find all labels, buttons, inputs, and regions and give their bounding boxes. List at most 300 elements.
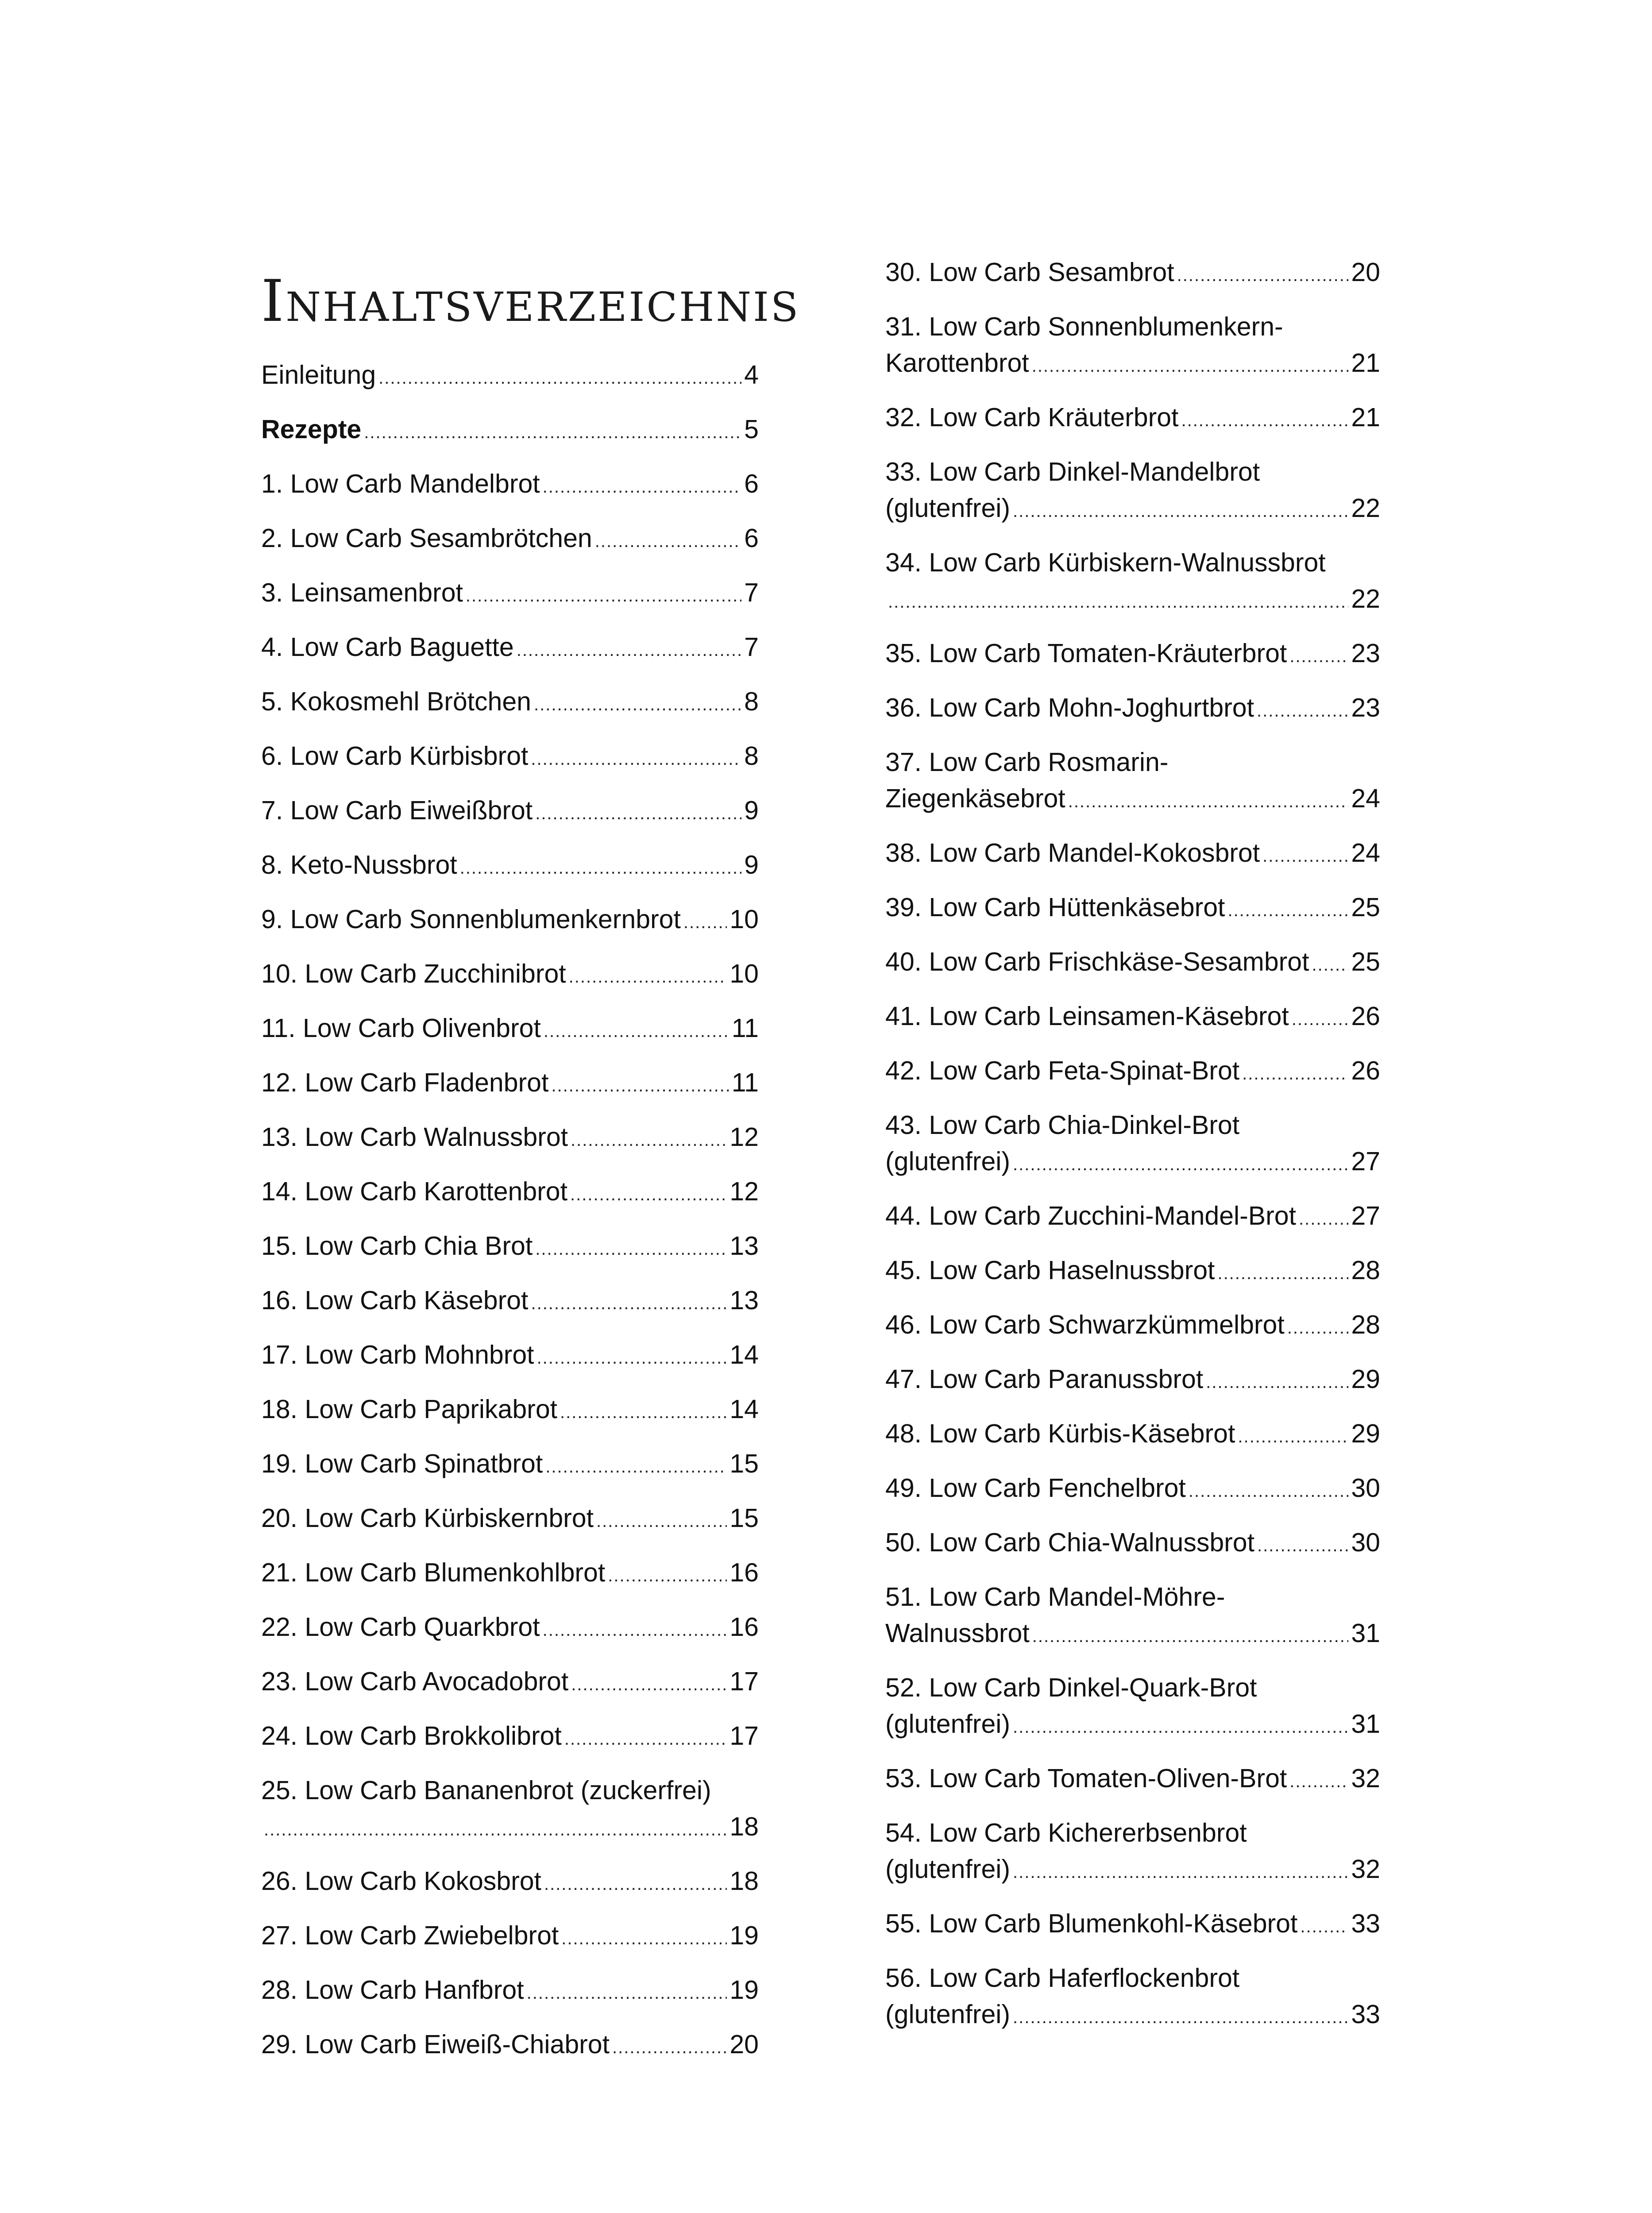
toc-entry-line [261, 956, 759, 992]
toc-entry-line [261, 1554, 759, 1591]
dot-leader [543, 469, 742, 505]
dot-leader [460, 850, 741, 886]
toc-entry[interactable] [885, 1470, 1380, 1506]
dot-leader [537, 1340, 727, 1376]
toc-page-number: 16 [730, 1558, 759, 1587]
toc-entry-line [885, 1905, 1380, 1942]
toc-title: Inhaltsverzeichnis [261, 267, 800, 335]
toc-entry[interactable] [261, 738, 759, 774]
toc-entry-label-continued: Walnussbrot [885, 1619, 1030, 1648]
toc-entry-label: 42. Low Carb Feta-Spinat-Brot [885, 1056, 1240, 1085]
toc-entry-line [261, 411, 759, 447]
toc-entry[interactable] [261, 792, 759, 829]
toc-entry-label: 8. Keto-Nussbrot [261, 850, 457, 879]
toc-entry-line [261, 1173, 759, 1210]
toc-page-number: 29 [1351, 1365, 1380, 1394]
toc-entry[interactable] [261, 574, 759, 611]
toc-entry-line [261, 847, 759, 883]
toc-entry-label: 2. Low Carb Sesambrötchen [261, 524, 592, 553]
dot-leader [517, 632, 741, 668]
toc-entry-label: 13. Low Carb Walnussbrot [261, 1122, 568, 1152]
dot-leader [378, 360, 741, 396]
dot-leader [1262, 838, 1348, 874]
toc-page-number: 21 [1351, 403, 1380, 432]
toc-entry-label: 29. Low Carb Eiweiß-Chiabrot [261, 2030, 610, 2059]
dot-leader [1257, 693, 1348, 729]
toc-entry[interactable] [885, 1905, 1380, 1942]
toc-entry[interactable] [885, 254, 1380, 290]
toc-entry-label: 21. Low Carb Blumenkohlbrot [261, 1558, 606, 1587]
toc-page-number: 18 [730, 1812, 759, 1841]
toc-entry[interactable] [261, 1917, 759, 1954]
toc-entry-line [885, 1361, 1380, 1397]
toc-entry[interactable] [261, 2026, 759, 2063]
toc-entry[interactable] [885, 454, 1380, 526]
toc-entry-label: 22. Low Carb Quarkbrot [261, 1612, 540, 1642]
toc-page-number: 32 [1351, 1854, 1380, 1884]
dot-leader [888, 584, 1348, 620]
dot-leader [1177, 257, 1349, 293]
dot-leader [1292, 1001, 1349, 1037]
toc-entry[interactable] [885, 1361, 1380, 1397]
dot-leader [1257, 1527, 1348, 1564]
toc-entry-label: 25. Low Carb Bananenbrot (zuckerfrei) [261, 1776, 711, 1805]
toc-entry-line [885, 1996, 1380, 2032]
toc-page-number: 4 [744, 360, 759, 389]
toc-entry-line [885, 1615, 1380, 1651]
toc-entry-label: 54. Low Carb Kichererbsenbrot [885, 1818, 1247, 1847]
toc-entry-line [885, 1760, 1380, 1797]
toc-entry-line [261, 1500, 759, 1536]
dot-leader [531, 741, 741, 777]
toc-entry-line [261, 629, 759, 665]
toc-entry-line [885, 1706, 1380, 1742]
dot-leader [596, 1503, 727, 1539]
dot-leader [264, 1812, 727, 1848]
dot-leader [571, 1122, 727, 1158]
dot-leader [551, 1068, 729, 1104]
toc-entry[interactable] [885, 835, 1380, 871]
toc-entry-line [885, 1524, 1380, 1561]
toc-page-number: 8 [744, 741, 759, 771]
toc-left-column [261, 266, 800, 2081]
toc-entry[interactable] [885, 1252, 1380, 1288]
toc-entry-label: 33. Low Carb Dinkel-Mandelbrot [885, 457, 1260, 486]
toc-entry-label: 38. Low Carb Mandel-Kokosbrot [885, 838, 1260, 867]
toc-entry-line [261, 466, 759, 502]
toc-entry-label: 26. Low Carb Kokosbrot [261, 1866, 541, 1896]
toc-page-number: 33 [1351, 2000, 1380, 2029]
toc-entry-line [885, 1252, 1380, 1288]
toc-entry-label: 18. Low Carb Paprikabrot [261, 1395, 558, 1424]
toc-entry[interactable] [261, 1337, 759, 1373]
toc-page-number: 22 [1351, 584, 1380, 613]
toc-page-number: 10 [730, 905, 759, 934]
toc-entry-line [885, 254, 1380, 290]
toc-entry-line [261, 357, 759, 393]
toc-entry-label-continued: (glutenfrei) [885, 1147, 1011, 1176]
toc-entry-label: 34. Low Carb Kürbiskern-Walnussbrot [885, 548, 1326, 577]
dot-leader [1181, 402, 1348, 439]
toc-page-number: 7 [744, 632, 759, 662]
toc-entry-label: 48. Low Carb Kürbis-Käsebrot [885, 1419, 1235, 1448]
dot-leader [535, 1231, 727, 1267]
toc-entry-label: 47. Low Carb Paranussbrot [885, 1365, 1204, 1394]
dot-leader [364, 414, 741, 451]
toc-page-number: 28 [1351, 1310, 1380, 1339]
dot-leader [1287, 1310, 1349, 1346]
toc-page-number: 9 [744, 796, 759, 825]
toc-entry-line [261, 1337, 759, 1373]
toc-entry[interactable] [261, 1718, 759, 1754]
toc-entry[interactable] [261, 1228, 759, 1264]
toc-page-number: 30 [1351, 1473, 1380, 1503]
dot-leader [683, 904, 727, 941]
dot-leader [1013, 1854, 1348, 1890]
toc-page-number: 32 [1351, 1764, 1380, 1793]
toc-entry[interactable] [885, 1760, 1380, 1797]
toc-entry-line [261, 1863, 759, 1899]
toc-entry[interactable] [261, 411, 759, 447]
toc-page-number: 17 [730, 1667, 759, 1696]
toc-entry[interactable] [885, 1415, 1380, 1452]
toc-page-number: 13 [730, 1286, 759, 1315]
toc-entry[interactable] [261, 901, 759, 937]
dot-leader [564, 1721, 727, 1757]
dot-leader [535, 795, 741, 832]
toc-entry-label: 12. Low Carb Fladenbrot [261, 1068, 549, 1097]
toc-list-right [885, 254, 1380, 2032]
toc-page-number: 29 [1351, 1419, 1380, 1448]
toc-page-number: 14 [730, 1340, 759, 1369]
toc-entry[interactable] [261, 629, 759, 665]
toc-entry[interactable] [261, 520, 759, 556]
toc-entry[interactable] [261, 1119, 759, 1155]
toc-entry-line [261, 792, 759, 829]
toc-entry-line [885, 998, 1380, 1034]
dot-leader [1242, 1056, 1348, 1092]
dot-leader [544, 1866, 727, 1902]
dot-leader [1013, 493, 1348, 529]
toc-entry[interactable] [885, 308, 1380, 381]
toc-entry-label: 24. Low Carb Brokkolibrot [261, 1721, 562, 1750]
toc-entry-label-continued: (glutenfrei) [885, 1709, 1011, 1739]
toc-page-number: 23 [1351, 639, 1380, 668]
toc-entry-line [261, 520, 759, 556]
toc-entry[interactable] [885, 1815, 1380, 1887]
dot-leader [543, 1612, 727, 1648]
toc-entry-label: 44. Low Carb Zucchini-Mandel-Brot [885, 1201, 1297, 1230]
toc-entry-label: 56. Low Carb Haferflockenbrot [885, 1963, 1240, 1993]
toc-entry-line [261, 738, 759, 774]
toc-entry-line [885, 690, 1380, 726]
dot-leader [1206, 1364, 1348, 1400]
toc-entry-label: 43. Low Carb Chia-Dinkel-Brot [885, 1110, 1240, 1140]
toc-entry[interactable] [261, 1173, 759, 1210]
toc-entry-line [261, 1228, 759, 1264]
dot-leader [545, 1449, 727, 1485]
toc-page-number: 24 [1351, 784, 1380, 813]
toc-entry-label: 35. Low Carb Tomaten-Kräuterbrot [885, 639, 1287, 668]
toc-page-number: 12 [730, 1122, 759, 1152]
toc-entry[interactable] [885, 635, 1380, 671]
toc-entry-label: 55. Low Carb Blumenkohl-Käsebrot [885, 1909, 1298, 1938]
toc-entry-label: Rezepte [261, 415, 362, 444]
toc-page-number: 15 [730, 1504, 759, 1533]
toc-entry[interactable] [885, 998, 1380, 1034]
toc-entry-label: 15. Low Carb Chia Brot [261, 1231, 533, 1261]
dot-leader [1032, 1618, 1349, 1654]
dot-leader [527, 1975, 727, 2011]
toc-entry-label: 10. Low Carb Zucchinibrot [261, 959, 566, 988]
toc-page-number: 5 [744, 415, 759, 444]
dot-leader [1013, 1146, 1348, 1183]
dot-leader [544, 1013, 729, 1049]
toc-entry[interactable] [885, 1960, 1380, 2032]
toc-entry[interactable] [261, 357, 759, 393]
toc-page-number: 26 [1351, 1056, 1380, 1085]
dot-leader [608, 1558, 727, 1594]
toc-entry[interactable] [261, 1010, 759, 1046]
toc-page-number: 27 [1351, 1201, 1380, 1230]
toc-entry[interactable] [261, 1446, 759, 1482]
toc-entry-label-continued: (glutenfrei) [885, 493, 1011, 523]
toc-page-number: 12 [730, 1177, 759, 1206]
toc-entry-label: 36. Low Carb Mohn-Joghurtbrot [885, 693, 1254, 722]
toc-entry-label: 49. Low Carb Fenchelbrot [885, 1473, 1186, 1503]
toc-page-number: 13 [730, 1231, 759, 1261]
dot-leader [571, 1666, 727, 1703]
toc-entry[interactable] [261, 1064, 759, 1101]
dot-leader [531, 1285, 727, 1322]
toc-entry[interactable] [885, 1198, 1380, 1234]
dot-leader [1013, 1709, 1348, 1745]
toc-entry[interactable] [885, 1579, 1380, 1651]
toc-entry[interactable] [885, 544, 1380, 617]
toc-list-left [261, 357, 759, 2063]
dot-leader [1068, 783, 1349, 820]
toc-entry[interactable] [261, 1282, 759, 1319]
toc-entry-label: 5. Kokosmehl Brötchen [261, 687, 531, 716]
toc-entry[interactable] [261, 1663, 759, 1700]
toc-page-number: 17 [730, 1721, 759, 1750]
toc-entry-line [261, 901, 759, 937]
toc-entry-label: 9. Low Carb Sonnenblumenkernbrot [261, 905, 681, 934]
toc-entry-label-continued: (glutenfrei) [885, 2000, 1011, 2029]
toc-page-number: 33 [1351, 1909, 1380, 1938]
dot-leader [560, 1394, 727, 1430]
toc-entry[interactable] [885, 1669, 1380, 1742]
toc-entry-label: 45. Low Carb Haselnussbrot [885, 1256, 1215, 1285]
toc-page-number: 31 [1351, 1709, 1380, 1739]
toc-entry-label: 30. Low Carb Sesambrot [885, 258, 1174, 287]
toc-entry-line [885, 1851, 1380, 1887]
dot-leader [1013, 1999, 1348, 2036]
toc-entry[interactable] [885, 399, 1380, 436]
dot-leader [1032, 348, 1349, 384]
toc-entry-line [885, 889, 1380, 925]
toc-entry-label: 37. Low Carb Rosmarin- [885, 748, 1169, 777]
toc-entry-label: 53. Low Carb Tomaten-Oliven-Brot [885, 1764, 1287, 1793]
toc-entry[interactable] [261, 847, 759, 883]
toc-entry-label: 20. Low Carb Kürbiskernbrot [261, 1504, 594, 1533]
toc-entry-label: 31. Low Carb Sonnenblumenkern- [885, 312, 1283, 341]
toc-entry[interactable] [261, 1863, 759, 1899]
toc-entry-label: 11. Low Carb Olivenbrot [261, 1014, 541, 1043]
dot-leader [1289, 638, 1348, 675]
toc-entry[interactable] [261, 1554, 759, 1591]
toc-entry[interactable] [885, 690, 1380, 726]
toc-entry-label: 32. Low Carb Kräuterbrot [885, 403, 1179, 432]
toc-entry-line [261, 574, 759, 611]
toc-entry[interactable] [261, 466, 759, 502]
toc-entry-label: 7. Low Carb Eiweißbrot [261, 796, 533, 825]
toc-entry-line [261, 1282, 759, 1319]
toc-entry-line [885, 581, 1380, 617]
toc-page-number: 11 [731, 1068, 759, 1097]
toc-page-number: 6 [744, 524, 759, 553]
toc-entry-label: 1. Low Carb Mandelbrot [261, 469, 540, 498]
toc-entry-label: 23. Low Carb Avocadobrot [261, 1667, 569, 1696]
toc-entry-label: 6. Low Carb Kürbisbrot [261, 741, 529, 771]
dot-leader [1289, 1763, 1348, 1800]
toc-page-number: 26 [1351, 1002, 1380, 1031]
toc-entry-line [885, 345, 1380, 381]
toc-entry-label: 39. Low Carb Hüttenkäsebrot [885, 893, 1225, 922]
toc-page-number: 23 [1351, 693, 1380, 722]
toc-entry-label: 27. Low Carb Zwiebelbrot [261, 1921, 559, 1950]
toc-page-number: 19 [730, 1975, 759, 2005]
dot-leader [570, 1176, 727, 1213]
toc-entry-label: Einleitung [261, 360, 376, 389]
toc-page-number: 6 [744, 469, 759, 498]
toc-entry-label: 41. Low Carb Leinsamen-Käsebrot [885, 1002, 1289, 1031]
toc-page-number: 20 [730, 2030, 759, 2059]
toc-entry[interactable] [261, 1500, 759, 1536]
toc-page-number: 20 [1351, 258, 1380, 287]
toc-entry-line [885, 780, 1380, 817]
toc-page-number: 9 [744, 850, 759, 879]
toc-entry[interactable] [885, 1053, 1380, 1089]
toc-entry-line [885, 1053, 1380, 1089]
toc-page-number: 21 [1351, 348, 1380, 378]
dot-leader [1312, 947, 1348, 983]
toc-page-number: 30 [1351, 1528, 1380, 1557]
toc-entry-label: 17. Low Carb Mohnbrot [261, 1340, 534, 1369]
toc-entry[interactable] [885, 944, 1380, 980]
toc-entry-line [261, 1808, 759, 1845]
dot-leader [1299, 1201, 1348, 1237]
toc-entry-line [261, 1972, 759, 2008]
toc-entry-line [885, 835, 1380, 871]
dot-leader [612, 2029, 727, 2066]
dot-leader [561, 1920, 727, 1957]
toc-page-number: 14 [730, 1395, 759, 1424]
toc-entry-label: 19. Low Carb Spinatbrot [261, 1449, 543, 1478]
toc-page-number: 15 [730, 1449, 759, 1478]
toc-entry-line [261, 1010, 759, 1046]
toc-entry-line [261, 1391, 759, 1427]
toc-page-number: 18 [730, 1866, 759, 1896]
toc-entry-line [261, 1917, 759, 1954]
toc-entry-label-continued: (glutenfrei) [885, 1854, 1011, 1884]
toc-entry[interactable] [885, 1524, 1380, 1561]
toc-entry[interactable] [261, 956, 759, 992]
toc-entry[interactable] [885, 889, 1380, 925]
toc-entry-line [885, 1307, 1380, 1343]
toc-page-number: 27 [1351, 1147, 1380, 1176]
toc-entry-label: 52. Low Carb Dinkel-Quark-Brot [885, 1673, 1257, 1702]
toc-entry[interactable] [885, 1307, 1380, 1343]
toc-page-number: 10 [730, 959, 759, 988]
toc-entry-label: 14. Low Carb Karottenbrot [261, 1177, 568, 1206]
toc-entry-label: 51. Low Carb Mandel-Möhre- [885, 1582, 1225, 1612]
toc-entry-label: 3. Leinsamenbrot [261, 578, 463, 607]
toc-entry-label: 28. Low Carb Hanfbrot [261, 1975, 524, 2005]
toc-right-column [885, 254, 1380, 2051]
dot-leader [569, 959, 727, 995]
dot-leader [1189, 1473, 1348, 1509]
toc-entry-line [885, 1470, 1380, 1506]
toc-entry-label-continued: Karottenbrot [885, 348, 1029, 378]
dot-leader [1300, 1908, 1348, 1945]
toc-page-number: 31 [1351, 1619, 1380, 1648]
dot-leader [1227, 892, 1348, 929]
toc-page-number: 25 [1351, 947, 1380, 976]
toc-entry-line [261, 1119, 759, 1155]
toc-entry-label: 16. Low Carb Käsebrot [261, 1286, 529, 1315]
toc-entry-label-continued: Ziegenkäsebrot [885, 784, 1065, 813]
toc-entry-line [261, 1663, 759, 1700]
toc-page-number: 11 [731, 1014, 759, 1043]
toc-entry-line [885, 490, 1380, 526]
toc-page-number: 25 [1351, 893, 1380, 922]
toc-entry-label: 50. Low Carb Chia-Walnussbrot [885, 1528, 1255, 1557]
toc-page-number: 24 [1351, 838, 1380, 867]
toc-entry-line [261, 2026, 759, 2063]
dot-leader [466, 578, 741, 614]
dot-leader [534, 686, 741, 723]
toc-entry[interactable] [261, 1972, 759, 2008]
toc-page-number: 7 [744, 578, 759, 607]
toc-entry-line [261, 1446, 759, 1482]
toc-entry-line [261, 683, 759, 720]
toc-page-number: 19 [730, 1921, 759, 1950]
toc-page-number: 28 [1351, 1256, 1380, 1285]
toc-entry-label: 40. Low Carb Frischkäse-Sesambrot [885, 947, 1309, 976]
toc-entry-line [261, 1064, 759, 1101]
toc-entry[interactable] [885, 1107, 1380, 1180]
toc-entry[interactable] [261, 1391, 759, 1427]
dot-leader [1217, 1255, 1348, 1292]
toc-page-number: 22 [1351, 493, 1380, 523]
toc-entry-line [885, 399, 1380, 436]
toc-entry[interactable] [261, 683, 759, 720]
toc-entry-line [885, 1415, 1380, 1452]
toc-entry[interactable] [261, 1772, 759, 1845]
toc-entry-line [261, 1609, 759, 1645]
toc-entry-label: 4. Low Carb Baguette [261, 632, 514, 662]
toc-entry-line [885, 635, 1380, 671]
toc-page-number: 16 [730, 1612, 759, 1642]
toc-entry[interactable] [885, 744, 1380, 817]
toc-entry-line [885, 944, 1380, 980]
toc-entry-line [885, 1143, 1380, 1180]
toc-entry[interactable] [261, 1609, 759, 1645]
dot-leader [595, 523, 741, 559]
toc-entry-line [885, 1198, 1380, 1234]
toc-entry-line [261, 1718, 759, 1754]
